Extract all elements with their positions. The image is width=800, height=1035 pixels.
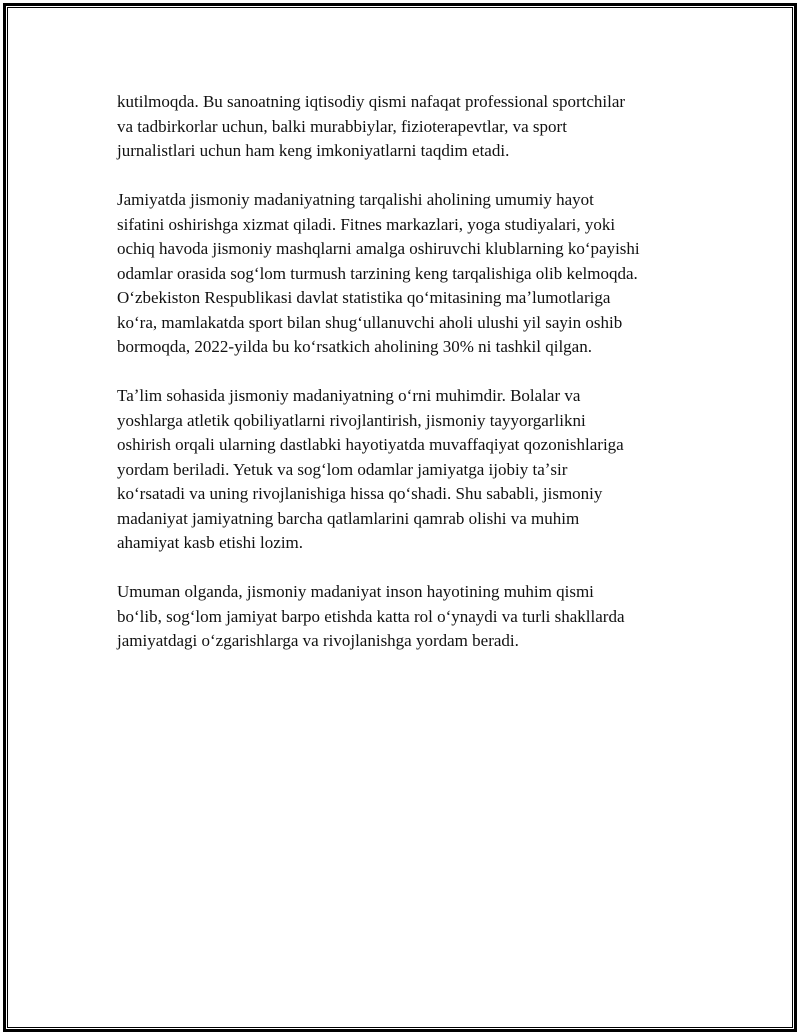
paragraph-4: Umuman olganda, jismoniy madaniyat inson hayotining muhim qismi boʻlib, sogʻlom jamiyat barpo etishda katta rol oʻynaydi va turli shakllarda jamiyatdagi oʻzgarishlarga va rivojlanishga yordam beradi. xyxy=(117,582,625,650)
paragraph-1: kutilmoqda. Bu sanoatning iqtisodiy qismi nafaqat professional sportchilar va tadbirkorlar uchun, balki murabbiylar, fizioterapevtlar, va sport jurnalistlari uchun ham keng imkoniyatlarni taqdim etadi. xyxy=(117,92,626,160)
document-body xyxy=(117,90,702,678)
paragraph-3: Taʼlim sohasida jismoniy madaniyatning oʻrni muhimdir. Bolalar va yoshlarga atletik qobiliyatlarni rivojlantirish, jismoniy tayyorgarlikni oshirish orqali ularning dastlabki hayotiyatda muvaffaqiyat qozonishlariga yordam beriladi. Yetuk va sogʻlom odamlar jamiyatga ijobiy taʼsir koʻrsatadi va uning rivojlanishiga hissa qoʻshadi. Shu sababli, jismoniy madaniyat jamiyatning barcha qatlamlarini qamrab olishi va muhim ahamiyat kasb etishi lozim. xyxy=(117,386,624,552)
paragraph-2: Jamiyatda jismoniy madaniyatning tarqalishi aholining umumiy hayot sifatini oshirishga xizmat qiladi. Fitnes markazlari, yoga studiyalari, yoki ochiq havoda jismoniy mashqlarni amalga oshiruvchi klublarning koʻpayishi odamlar orasida sogʻlom turmush tarzining keng tarqalishiga olib kelmoqda. Oʻzbekiston Respublikasi davlat statistika qoʻmitasining maʼlumotlariga koʻra, mamlakatda sport bilan shugʻullanuvchi aholi ulushi yil sayin oshib bormoqda, 2022-yilda bu koʻrsatkich aholining 30% ni tashkil qilgan. xyxy=(117,190,640,356)
